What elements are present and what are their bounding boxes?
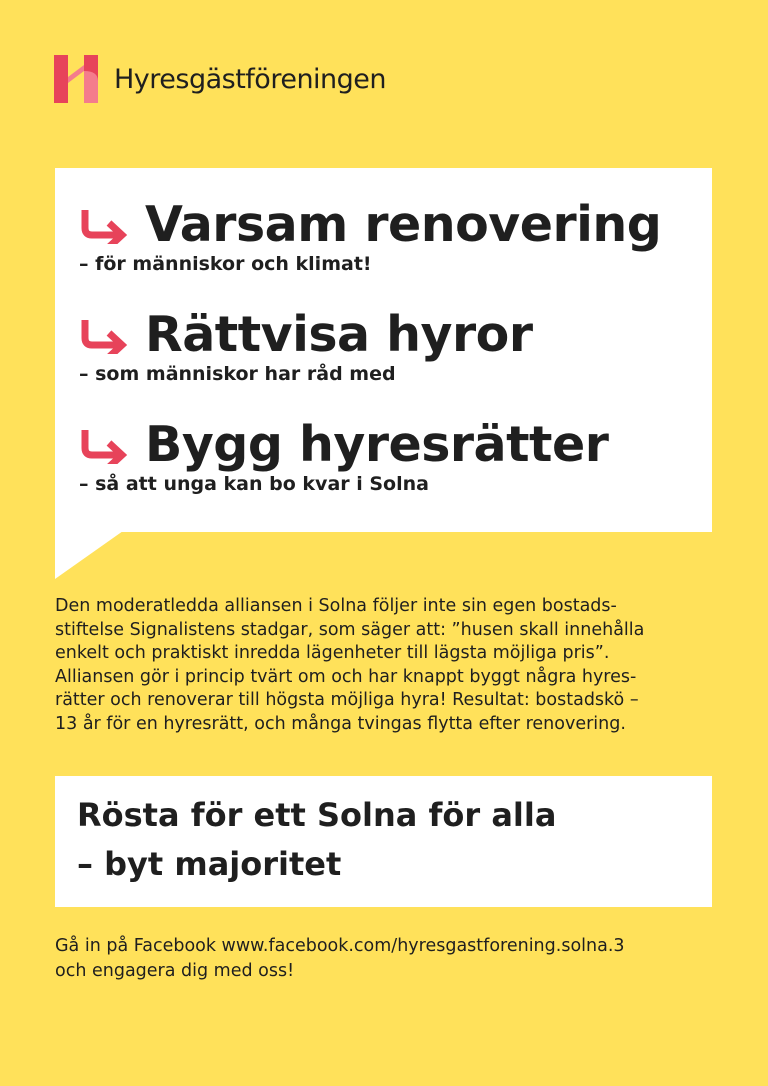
arrow-down-right-icon xyxy=(79,206,129,244)
body-paragraph xyxy=(55,595,715,736)
slogan-bubble xyxy=(55,168,712,532)
slogan-headline: Bygg hyresrätter xyxy=(145,416,609,473)
logo xyxy=(54,55,386,103)
slogan-headline: Varsam renovering xyxy=(145,196,662,253)
slogan-item xyxy=(79,416,609,495)
call-to-action-box xyxy=(55,776,712,907)
cta-line: Rösta för ett Solna för alla xyxy=(77,796,557,834)
slogan-subline: – för människor och klimat! xyxy=(79,253,372,275)
arrow-down-right-icon xyxy=(79,316,129,354)
slogan-item xyxy=(79,196,662,275)
footer-line: Gå in på Facebook www.facebook.com/hyresgastforening.solna.3 xyxy=(55,936,625,956)
slogan-item xyxy=(79,306,533,385)
footer-line: och engagera dig med oss! xyxy=(55,961,295,981)
logo-text: Hyresgästföreningen xyxy=(114,63,387,95)
body-line: 13 år för en hyresrätt, och många tvingas flytta efter renovering. xyxy=(55,713,626,734)
h-logo-icon xyxy=(54,55,100,103)
body-line: stiftelse Signalistens stadgar, som säger att: ”husen skall innehålla xyxy=(55,619,645,640)
slogan-headline: Rättvisa hyror xyxy=(145,306,533,363)
slogan-subline: – som människor har råd med xyxy=(79,363,396,385)
body-line: rätter och renoverar till högsta möjliga hyra! Resultat: bostadskö – xyxy=(55,690,639,710)
bubble-tail xyxy=(55,531,125,581)
arrow-down-right-icon xyxy=(79,426,129,464)
cta-line: – byt majoritet xyxy=(77,845,342,883)
footer-text xyxy=(55,934,725,984)
body-line: enkelt och praktiskt inredda lägenheter till lägsta möjliga pris”. xyxy=(55,643,610,663)
body-line: Alliansen gör i princip tvärt om och har knappt byggt några hyres- xyxy=(55,666,637,687)
body-line: Den moderatledda alliansen i Solna följer inte sin egen bostads- xyxy=(55,596,617,616)
slogan-subline: – så att unga kan bo kvar i Solna xyxy=(79,473,429,495)
